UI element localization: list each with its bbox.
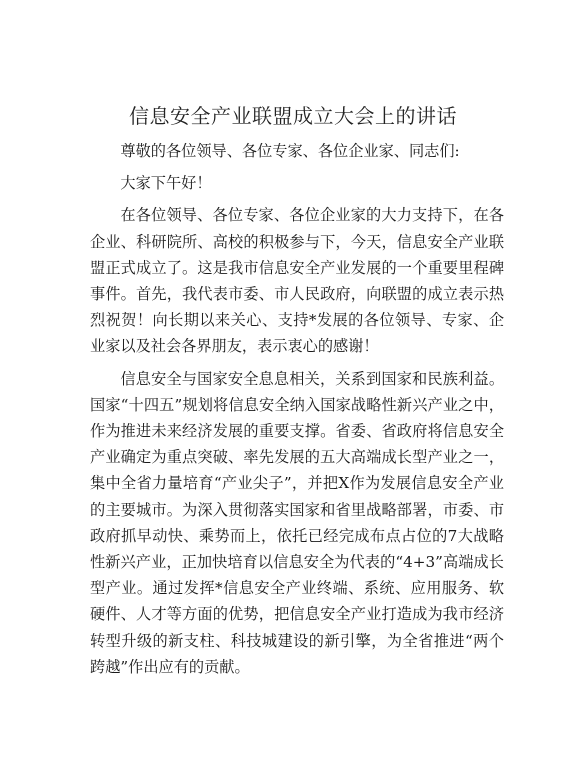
paragraph: 在各位领导、各位专家、各位企业家的大力支持下，在各企业、科研院所、高校的积极参与下，今天，信息安全产业联盟正式成立了。这是我市信息安全产业发展的一个重要里程碑事件。首先，我代表市委、市人民政府，向联盟的成立表示热烈祝贺！向长期以来关心、支持*发展的各位领导、专家、企业家以及社会各界朋友，表示衷心的感谢！ xyxy=(90,206,504,356)
document-body xyxy=(90,138,504,686)
salutation: 尊敬的各位领导、各位专家、各位企业家、同志们: xyxy=(120,142,460,160)
greeting: 大家下午好！ xyxy=(120,174,212,193)
paragraph: 信息安全与国家安全息息相关，关系到国家和民族利益。国家“十四五”规划将信息安全纳入国家战略性新兴产业之中，作为推进未来经济发展的重要支撑。省委、省政府将信息安全产业确定为重点突破、率先发展的五大高端成长型产业之一，集中全省力量培育“产业尖子”，并把X作为发展信息安全产业的主要城市。为深入贯彻落实国家和省里战略部署，市委、市政府抓早动快、乘势而上，依托已经完成布点占位的7大战略性新兴产业，正加快培育以信息安全为代表的“4+3”高端成长型产业。通过发挥*信息安全产业终端、系统、应用服务、软硬件、人才等方面的优势，把信息安全产业打造成为我市经济转型升级的新支柱、科技城建设的新引擎，为全省推进“两个跨越”作出应有的贡献。 xyxy=(90,369,504,676)
document-title: 信息安全产业联盟成立大会上的讲话 xyxy=(129,104,457,128)
